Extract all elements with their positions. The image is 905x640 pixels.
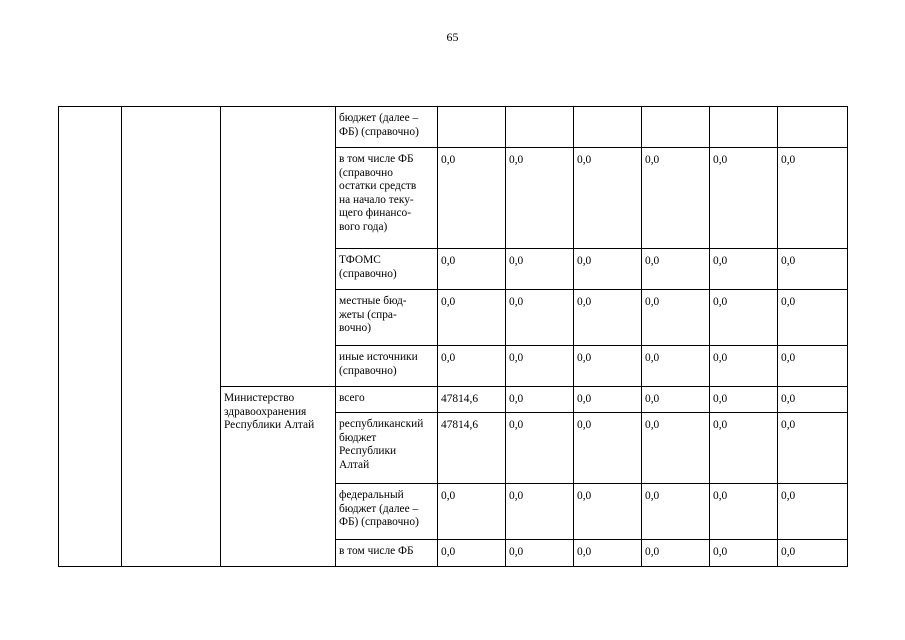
value-cell-3: 0,0 — [574, 148, 642, 249]
value-cell-6: 0,0 — [778, 413, 848, 484]
value-cell-6: 0,0 — [778, 290, 848, 346]
value-cell-1: 0,0 — [438, 346, 506, 387]
value-cell-3: 0,0 — [574, 413, 642, 484]
value-cell-4: 0,0 — [642, 148, 710, 249]
value-cell-2: 0,0 — [506, 413, 574, 484]
value-cell-5: 0,0 — [710, 249, 778, 290]
measure-cell — [122, 107, 221, 567]
responsible-cell — [221, 107, 336, 387]
funding-source-label: в том числе ФБ — [336, 540, 438, 567]
value-cell-6: 0,0 — [778, 249, 848, 290]
value-cell-2: 0,0 — [506, 387, 574, 413]
value-cell-5: 0,0 — [710, 346, 778, 387]
value-cell-2: 0,0 — [506, 484, 574, 540]
value-cell-3 — [574, 107, 642, 148]
value-cell-3: 0,0 — [574, 249, 642, 290]
value-cell-5 — [710, 107, 778, 148]
value-cell-3: 0,0 — [574, 484, 642, 540]
value-cell-6 — [778, 107, 848, 148]
table-row — [59, 107, 848, 148]
funding-source-label: федеральный бюджет (далее – ФБ) (справочно) — [336, 484, 438, 540]
value-cell-5: 0,0 — [710, 484, 778, 540]
value-cell-4 — [642, 107, 710, 148]
value-cell-6: 0,0 — [778, 148, 848, 249]
value-cell-5: 0,0 — [710, 290, 778, 346]
value-cell-6: 0,0 — [778, 540, 848, 567]
value-cell-6: 0,0 — [778, 387, 848, 413]
value-cell-4: 0,0 — [642, 540, 710, 567]
value-cell-3: 0,0 — [574, 346, 642, 387]
value-cell-4: 0,0 — [642, 413, 710, 484]
value-cell-2: 0,0 — [506, 290, 574, 346]
value-cell-4: 0,0 — [642, 346, 710, 387]
value-cell-3: 0,0 — [574, 290, 642, 346]
value-cell-1: 0,0 — [438, 148, 506, 249]
value-cell-1: 47814,6 — [438, 413, 506, 484]
value-cell-6: 0,0 — [778, 484, 848, 540]
value-cell-2: 0,0 — [506, 148, 574, 249]
page-number: 65 — [446, 30, 459, 44]
value-cell-1: 0,0 — [438, 290, 506, 346]
value-cell-5: 0,0 — [710, 540, 778, 567]
value-cell-2 — [506, 107, 574, 148]
value-cell-5: 0,0 — [710, 387, 778, 413]
responsible-cell-ministry: Министерство здравоохранения Республики Алтай — [221, 387, 336, 567]
value-cell-6: 0,0 — [778, 346, 848, 387]
value-cell-4: 0,0 — [642, 484, 710, 540]
value-cell-2: 0,0 — [506, 540, 574, 567]
value-cell-1: 0,0 — [438, 540, 506, 567]
funding-source-label: всего — [336, 387, 438, 413]
value-cell-5: 0,0 — [710, 148, 778, 249]
funding-source-label: иные источники (справочно) — [336, 346, 438, 387]
program-cell — [59, 107, 122, 567]
funding-table — [58, 106, 848, 567]
funding-source-label: бюджет (далее – ФБ) (справочно) — [336, 107, 438, 148]
value-cell-1 — [438, 107, 506, 148]
funding-source-label: местные бюд- жеты (спра- вочно) — [336, 290, 438, 346]
funding-source-label: республиканский бюджет Республики Алтай — [336, 413, 438, 484]
value-cell-2: 0,0 — [506, 346, 574, 387]
value-cell-4: 0,0 — [642, 249, 710, 290]
value-cell-1: 0,0 — [438, 249, 506, 290]
funding-source-label: ТФОМС (справочно) — [336, 249, 438, 290]
value-cell-4: 0,0 — [642, 387, 710, 413]
value-cell-5: 0,0 — [710, 413, 778, 484]
value-cell-3: 0,0 — [574, 540, 642, 567]
value-cell-3: 0,0 — [574, 387, 642, 413]
value-cell-4: 0,0 — [642, 290, 710, 346]
funding-source-label: в том числе ФБ (справочно остатки средств на начало теку- щего финансо- вого года) — [336, 148, 438, 249]
value-cell-2: 0,0 — [506, 249, 574, 290]
value-cell-1: 0,0 — [438, 484, 506, 540]
value-cell-1: 47814,6 — [438, 387, 506, 413]
